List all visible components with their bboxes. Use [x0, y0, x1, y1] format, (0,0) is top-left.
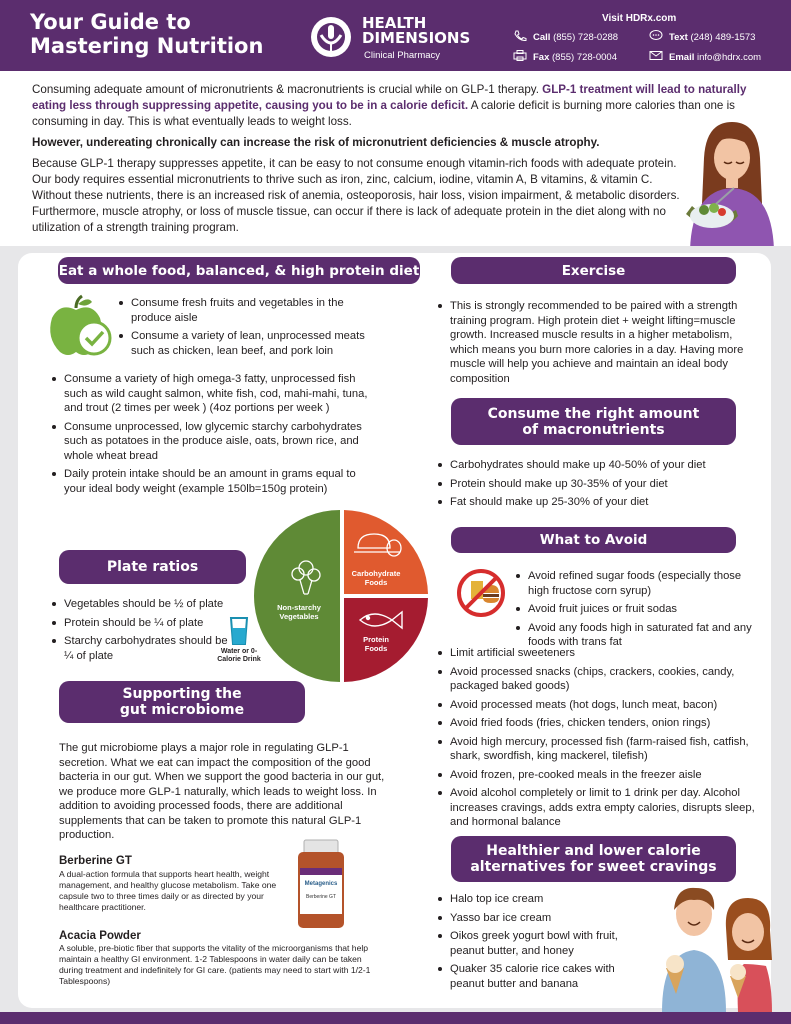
email-value: info@hdrx.com [697, 52, 762, 63]
list-item: Yasso bar ice cream [438, 911, 648, 926]
list-item: Limit artificial sweeteners [438, 646, 763, 661]
macros-title-line-1: Consume the right amount [487, 405, 700, 422]
water-glass-icon [228, 616, 250, 646]
list-item: Consume a variety of lean, unprocessed meats such as chicken, lean beef, and pork loin [119, 329, 379, 358]
macros-title-line-2: of macronutrients [522, 421, 665, 438]
plate-ratios-heading [59, 550, 246, 584]
brand-subtitle: Clinical Pharmacy [364, 50, 441, 61]
brand-name [362, 16, 502, 46]
list-item: Consume fresh fruits and vegetables in the produce aisle [119, 296, 379, 325]
list-item: This is strongly recommended to be paired with a strength training program. High protein diet + weight lifting=muscle growth. Increased muscle results in a higher metabolism, which means you burn more calories in a day. Having more muscle will help you achieve and maintain an ideal body composition [438, 299, 748, 386]
list-item: Starchy carbohydrates should be ¼ of plate [52, 634, 232, 663]
list-item: Quaker 35 calorie rice cakes with peanut butter and banana [438, 962, 648, 991]
envelope-icon [649, 50, 663, 61]
couple-ice-cream-illustration [654, 884, 772, 1012]
fax-value: (855) 728-0004 [552, 52, 617, 63]
text-label: Text [669, 32, 688, 43]
contact-call[interactable] [513, 30, 618, 43]
gut-heading [59, 681, 305, 723]
water-label: Water or 0-Calorie Drink [217, 648, 261, 663]
list-item: Halo top ice cream [438, 892, 648, 907]
berberine-title: Berberine GT [59, 855, 132, 867]
title-line-2: Mastering Nutrition [30, 34, 264, 58]
plate-chart [254, 508, 430, 684]
avoid-list-top [516, 569, 756, 654]
supplement-bottle-image [294, 838, 348, 930]
list-item: Avoid refined sugar foods (especially those high fructose corn syrup) [516, 569, 756, 598]
footer-bar [0, 1012, 791, 1024]
fax-label: Fax [533, 52, 550, 63]
list-item: Avoid alcohol completely or limit to 1 drink per day. Alcohol increases cravings, adds extra empty calories, disrupts sleep, and hormonal balance [438, 786, 763, 830]
gut-body: The gut microbiome plays a major role in regulating GLP-1 secretion. What we eat can impact the composition of the good bacteria in our gut. When we support the good bacteria in our gut, we produce more GLP-1 naturally, which leads to weight loss. In addition to avoiding processed foods, there are additional supplements that can be taken to promote this natural GLP-1 production. [59, 742, 385, 841]
apple-check-icon [46, 294, 114, 358]
intro-paragraph-1 [32, 82, 762, 130]
plate-veg-label-line-1: Non-starchy [277, 603, 321, 612]
intro-p1-a: Consuming adequate amount of micronutrients & macronutrients is crucial while on GLP-1 therapy. [32, 83, 543, 96]
bottle-name: Berberine GT [305, 894, 337, 900]
list-item: Carbohydrates should make up 40-50% of your diet [438, 458, 758, 473]
page-title [30, 10, 280, 58]
avoid-list [438, 646, 763, 834]
exercise-title: Exercise [561, 262, 626, 279]
healthier-title-line-1: Healthier and lower calorie [486, 843, 701, 859]
avoid-title: What to Avoid [539, 532, 648, 548]
avoid-heading [451, 527, 736, 553]
healthier-list [438, 892, 648, 995]
acacia-description: A soluble, pre-biotic fiber that supports the vitality of the microorganisms that help maintain a healthy GI environment. 1-2 Tablespoons in water daily can be taken during treatment and indefinitely for GI care. (patients may need to start with 1/2-1 Tablespoons) [59, 943, 371, 986]
list-item: Fat should make up 25-30% of your diet [438, 495, 758, 510]
berberine-description: A dual-action formula that supports heart health, weight management, and healthy glucose metabolism. Take one capsule two to three times daily or as directed by your healthcare practitioner. [59, 869, 277, 912]
plate-protein-label [363, 635, 389, 653]
healthier-title-line-2: alternatives for sweet cravings [470, 859, 717, 875]
contact-fax[interactable] [513, 50, 617, 63]
list-item: Avoid processed snacks (chips, crackers, cookies, candy, packaged baked goods) [438, 665, 763, 694]
acacia-title: Acacia Powder [59, 930, 141, 942]
plate-protein-label-line-2: Foods [364, 644, 388, 653]
list-item: Avoid high mercury, processed fish (farm-raised fish, catfish, shark, swordfish, king mackerel, tilefish) [438, 735, 763, 764]
exercise-list [438, 299, 748, 390]
list-item: Oikos greek yogurt bowl with fruit, peanut butter, and honey [438, 929, 648, 958]
macros-heading [451, 398, 736, 445]
chat-bubble-icon [649, 30, 663, 41]
exercise-heading [451, 257, 736, 284]
list-item: Avoid fruit juices or fruit sodas [516, 602, 756, 617]
whole-food-heading [58, 257, 420, 284]
list-item: Protein should be ¼ of plate [52, 616, 232, 631]
list-item: Vegetables should be ½ of plate [52, 597, 232, 612]
plate-carb-label-line-2: Foods [364, 578, 388, 587]
intro-paragraph-3: Because GLP-1 therapy suppresses appetite, it can be easy to not consume enough vitamin-rich foods with adequate protein. Our body requires essential micronutrients to thrive such as iron, zinc, calcium, iodine, vitamin A, B vitamins, & vitamin C. Without these nutrients, there is an increased risk of anemia, osteoporosis, hair loss, vision impairment, & metabolic disorders. Furthermore, muscle atrophy, or loss of muscle tissue, can occur if there is lack of adequate protein in the diet along with no utilization of a strength training program. [32, 157, 680, 234]
plate-ratios-list [52, 597, 232, 667]
brand-line-1: HEALTH [362, 14, 427, 32]
email-label: Email [669, 52, 695, 63]
text-value: (248) 489-1573 [690, 32, 756, 43]
plate-protein-label-line-1: Protein [363, 635, 389, 644]
plate-carb-label-line-1: Carbohydrate [351, 569, 401, 578]
contact-text[interactable] [649, 30, 755, 43]
list-item: Avoid processed meats (hot dogs, lunch meat, bacon) [438, 698, 763, 713]
bottle-brand: Metagenics [304, 881, 338, 887]
contact-email[interactable] [649, 50, 761, 63]
call-label: Call [533, 32, 551, 43]
woman-eating-salad-illustration [676, 118, 782, 250]
intro-p1-emphasis: GLP-1 treatment will lead to naturally eating less through suppressing appetite, causing you to be in a calorie deficit. [32, 83, 747, 112]
plate-veg-label [277, 603, 322, 621]
header-bar [0, 0, 791, 71]
list-item: Daily protein intake should be an amount in grams equal to your ideal body weight (example 150lb=150g protein) [52, 467, 370, 496]
list-item: Avoid frozen, pre-cooked meals in the freezer aisle [438, 768, 763, 783]
list-item: Protein should make up 30-35% of your diet [438, 477, 758, 492]
healthier-heading [451, 836, 736, 882]
brand-line-2: DIMENSIONS [362, 29, 471, 47]
list-item: Consume a variety of high omega-3 fatty, unprocessed fish such as wild caught salmon, white fish, cod, mahi-mahi, tuna, and trout (2 times per week ) (4oz portions per week ) [52, 372, 370, 416]
brand-logo-icon [311, 17, 351, 57]
call-value: (855) 728-0288 [553, 32, 619, 43]
visit-link[interactable]: Visit HDRx.com [602, 13, 677, 24]
plate-veg-label-line-2: Vegetables [279, 612, 319, 621]
plate-ratios-title: Plate ratios [106, 559, 199, 575]
list-item: Avoid fried foods (fries, chicken tenders, onion rings) [438, 716, 763, 731]
whole-food-list-top [119, 296, 379, 362]
fax-icon [513, 50, 527, 61]
no-junk-food-icon [455, 567, 507, 619]
macros-list [438, 458, 758, 514]
phone-icon [513, 30, 527, 41]
title-line-1: Your Guide to [30, 10, 191, 34]
plate-vegetables-slice [254, 510, 340, 682]
whole-food-list [52, 372, 370, 500]
list-item: Consume unprocessed, low glycemic starchy carbohydrates such as potatoes in the produce aisle, oats, brown rice, and whole wheat bread [52, 420, 370, 464]
intro-section [32, 82, 762, 241]
gut-title-line-2: gut microbiome [119, 702, 245, 718]
whole-food-title: Eat a whole food, balanced, & high protein diet [58, 262, 420, 279]
list-item: Avoid any foods high in saturated fat and any foods with trans fat [516, 621, 756, 650]
gut-title-line-1: Supporting the [122, 686, 242, 702]
intro-paragraph-2: However, undereating chronically can increase the risk of micronutrient deficiencies & muscle atrophy. [32, 136, 600, 149]
intro-p1-b: A calorie deficit is burning more calories than one is consuming in day. This is what eventually leads to weight loss. [32, 99, 735, 128]
